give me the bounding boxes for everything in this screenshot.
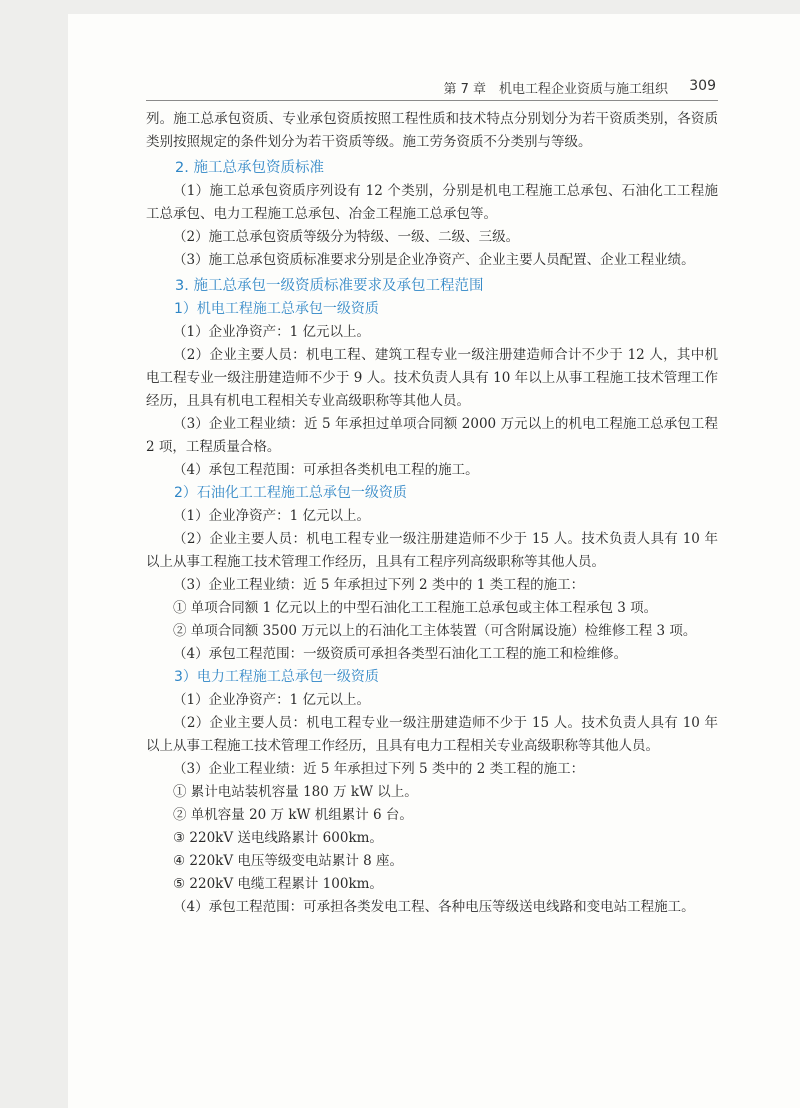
paragraph: （1）企业净资产：1 亿元以上。 <box>173 692 370 708</box>
paragraph: （1）企业净资产：1 亿元以上。 <box>173 324 370 340</box>
paragraph: （4）承包工程范围：可承担各类发电工程、各种电压等级送电线路和变电站工程施工。 <box>173 899 695 915</box>
paragraph: （2）企业主要人员：机电工程专业一级注册建造师不少于 15 人。技术负责人具有 10 年以上从事工程施工技术管理工作经历，且具有电力工程相关专业高级职称等其他人员。 <box>146 715 718 754</box>
paragraph: 列。施工总承包资质、专业承包资质按照工程性质和技术特点分别划分为若干资质类别，各资质类别按照规定的条件划分为若干资质等级。施工劳务资质不分类别与等级。 <box>146 111 718 150</box>
page-number: 309 <box>689 78 716 94</box>
header-rule <box>146 100 718 101</box>
paragraph: （1）企业净资产：1 亿元以上。 <box>173 508 370 524</box>
paragraph: （1）施工总承包资质序列设有 12 个类别，分别是机电工程施工总承包、石油化工工程施工总承包、电力工程施工总承包、冶金工程施工总承包等。 <box>146 183 718 222</box>
paragraph: ⑤ 220kV 电缆工程累计 100km。 <box>173 876 383 892</box>
paragraph: （3）企业工程业绩：近 5 年承担过单项合同额 2000 万元以上的机电工程施工总承包工程 2 项，工程质量合格。 <box>146 416 718 455</box>
paragraph: ④ 220kV 电压等级变电站累计 8 座。 <box>173 853 404 869</box>
section-heading: 2. 施工总承包资质标准 <box>175 160 324 176</box>
section-heading: 3. 施工总承包一级资质标准要求及承包工程范围 <box>175 278 484 294</box>
chapter-title: 第 7 章 机电工程企业资质与施工组织 <box>443 82 668 97</box>
running-header <box>146 76 718 98</box>
paragraph: （2）施工总承包资质等级分为特级、一级、二级、三级。 <box>173 229 520 245</box>
page-body <box>146 108 718 919</box>
paragraph: ① 单项合同额 1 亿元以上的中型石油化工工程施工总承包或主体工程承包 3 项。 <box>173 600 658 616</box>
subsection-heading: 3）电力工程施工总承包一级资质 <box>174 669 379 685</box>
paragraph: （4）承包工程范围：一级资质可承担各类型石油化工工程的施工和检维修。 <box>173 646 628 662</box>
paragraph: （4）承包工程范围：可承担各类机电工程的施工。 <box>173 462 479 478</box>
paragraph: ② 单机容量 20 万 kW 机组累计 6 台。 <box>173 807 413 823</box>
paragraph: （2）企业主要人员：机电工程、建筑工程专业一级注册建造师合计不少于 12 人，其中机电工程专业一级注册建造师不少于 9 人。技术负责人具有 10 年以上从事工程施工技术管理工作经历，且具有机电工程相关专业高级职称等其他人员。 <box>146 347 718 409</box>
paragraph: （3）企业工程业绩：近 5 年承担过下列 2 类中的 1 类工程的施工： <box>173 577 585 593</box>
subsection-heading: 2）石油化工工程施工总承包一级资质 <box>174 485 407 501</box>
paragraph: （2）企业主要人员：机电工程专业一级注册建造师不少于 15 人。技术负责人具有 10 年以上从事工程施工技术管理工作经历，且具有工程序列高级职称等其他人员。 <box>146 531 718 570</box>
paragraph: ③ 220kV 送电线路累计 600km。 <box>173 830 383 846</box>
subsection-heading: 1）机电工程施工总承包一级资质 <box>174 301 379 317</box>
paragraph: （3）施工总承包资质标准要求分别是企业净资产、企业主要人员配置、企业工程业绩。 <box>173 252 695 268</box>
paragraph: ② 单项合同额 3500 万元以上的石油化工主体装置（可含附属设施）检维修工程 3 项。 <box>173 623 697 639</box>
paragraph: （3）企业工程业绩：近 5 年承担过下列 5 类中的 2 类工程的施工： <box>173 761 585 777</box>
paragraph: ① 累计电站装机容量 180 万 kW 以上。 <box>173 784 418 800</box>
